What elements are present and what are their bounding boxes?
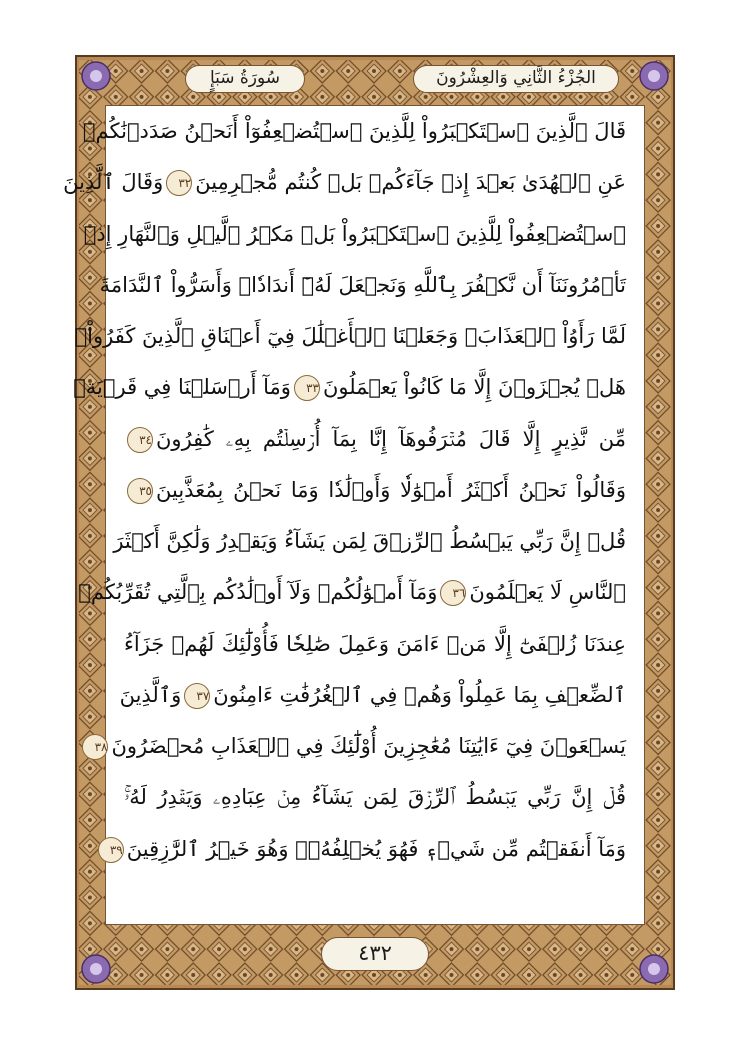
verse-text-continued: وَٱلَّذِينَ — [119, 682, 182, 707]
ayah-number-marker: ٣٧ — [184, 683, 210, 709]
corner-ornament-bottom-right — [636, 951, 672, 987]
verse-line — [106, 772, 644, 823]
verse-text: وَقَالُواْ نَحۡنُ أَكۡثَرُ أَمۡوَٰلٗا وَأَوۡلَٰدٗا وَمَا نَحۡنُ بِمُعَذَّبِينَ — [156, 477, 626, 502]
page-header — [101, 59, 649, 99]
surah-title: سُورَةُ سَبَإٍ — [185, 65, 305, 93]
verse-line — [99, 260, 644, 311]
verse-text-continued: وَمَآ أَمۡوَٰلُكُمۡ وَلَآ أَوۡلَٰدُكُم بِٱلَّتِي تُقَرِّبُكُمۡ — [78, 580, 438, 605]
ayah-number-marker: ٣٣ — [294, 375, 320, 401]
verse-text: قُلۡ إِنَّ رَبِّي يَبۡسُطُ ٱلرِّزۡقَ لِمَن يَشَآءُ وَيَقۡدِرُ وَلَٰكِنَّ أَكۡثَرَ — [113, 529, 626, 553]
verse-text: هَلۡ يُجۡزَوۡنَ إِلَّا مَا كَانُواْ يَعۡمَلُونَ — [322, 375, 626, 400]
ayah-number-marker: ٣٩ — [98, 837, 124, 863]
verse-line — [106, 619, 644, 670]
page-number: ٤٣٢ — [321, 937, 429, 971]
verse-line — [106, 824, 644, 875]
verse-line — [106, 414, 644, 465]
corner-ornament-bottom-left — [78, 951, 114, 987]
verse-line — [73, 362, 644, 413]
verse-text: لَمَّا رَأَوُاْ ٱلۡعَذَابَۚ وَجَعَلۡنَا ٱلۡأَغۡلَٰلَ فِيٓ أَعۡنَاقِ ٱلَّذِينَ كَفَرُواْۚ — [74, 324, 626, 348]
verse-text: ٱلضِّعۡفِ بِمَا عَمِلُواْ وَهُمۡ فِي ٱلۡغُرُفَٰتِ ءَامِنُونَ — [213, 682, 626, 707]
verse-text: يَسۡعَوۡنَ فِيٓ ءَايَٰتِنَا مُعَٰجِزِينَ أُوْلَٰٓئِكَ فِي ٱلۡعَذَابِ مُحۡضَرُونَ — [111, 734, 626, 758]
verse-text: قُلۡ إِنَّ رَبِّي يَبۡسُطُ ٱلرِّزۡقَ لِمَن يَشَآءُ مِنۡ عِبَادِهِۦ وَيَقۡدِرُ لَهُۥۚ — [124, 785, 626, 810]
ayah-number-marker: ٣٦ — [440, 580, 466, 606]
verse-text-continued: وَمَآ أَرۡسَلۡنَا فِي قَرۡيَةٖ — [73, 375, 291, 400]
verse-line — [106, 465, 644, 516]
verse-line — [106, 670, 644, 721]
ayah-number-marker: ٣٢ — [166, 170, 192, 196]
verse-text: عِندَنَا زُلۡفَىٰٓ إِلَّا مَنۡ ءَامَنَ وَعَمِلَ صَٰلِحٗا فَأُوْلَٰٓئِكَ لَهُمۡ جَزَآءُ — [124, 631, 626, 656]
verse-text: عَنِ ٱلۡهُدَىٰ بَعۡدَ إِذۡ جَآءَكُمۖ بَلۡ كُنتُم مُّجۡرِمِينَ — [195, 170, 626, 195]
juz-title: الجُزْءُ الثَّانِي وَالعِشْرُونَ — [413, 65, 619, 93]
verse-line — [82, 106, 644, 157]
verse-line — [78, 567, 644, 618]
ayah-number-marker: ٣٥ — [127, 478, 153, 504]
verse-line — [83, 209, 644, 260]
ayah-number-marker: ٣٤ — [127, 427, 153, 453]
verse-text: وَمَآ أَنفَقۡتُم مِّن شَيۡءٖ فَهُوَ يُخۡلِفُهُۥۖ وَهُوَ خَيۡرُ ٱلرَّٰزِقِينَ — [126, 836, 626, 861]
verse-text: مِّن نَّذِيرٍ إِلَّا قَالَ مُتۡرَفُوهَآ إِنَّا بِمَآ أُرۡسِلۡتُم بِهِۦ كَٰفِرُونَ — [156, 426, 626, 451]
verse-line — [74, 311, 644, 362]
ayah-number-marker: ٣٨ — [82, 734, 108, 760]
verse-text: ٱلنَّاسِ لَا يَعۡلَمُونَ — [469, 580, 626, 605]
verse-line — [94, 721, 644, 772]
quran-text-area — [63, 105, 645, 925]
verse-text-continued: وَقَالَ ٱلَّذِينَ — [63, 170, 164, 195]
verse-line — [106, 516, 644, 567]
verse-line — [63, 157, 644, 208]
verse-text: ٱسۡتُضۡعِفُواْ لِلَّذِينَ ٱسۡتَكۡبَرُواْ بَلۡ مَكۡرُ ٱلَّيۡلِ وَٱلنَّهَارِ إِذۡ — [83, 221, 626, 246]
verse-text: قَالَ ٱلَّذِينَ ٱسۡتَكۡبَرُواْ لِلَّذِينَ ٱسۡتُضۡعِفُوٓاْ أَنَحۡنُ صَدَدۡنَٰكُمۡ — [82, 119, 626, 143]
verse-text: تَأۡمُرُونَنَآ أَن نَّكۡفُرَ بِٱللَّهِ وَنَجۡعَلَ لَهُۥٓ أَندَادٗاۚ وَأَسَرُّواْ ٱلنَّدَامَةَ — [99, 272, 626, 297]
